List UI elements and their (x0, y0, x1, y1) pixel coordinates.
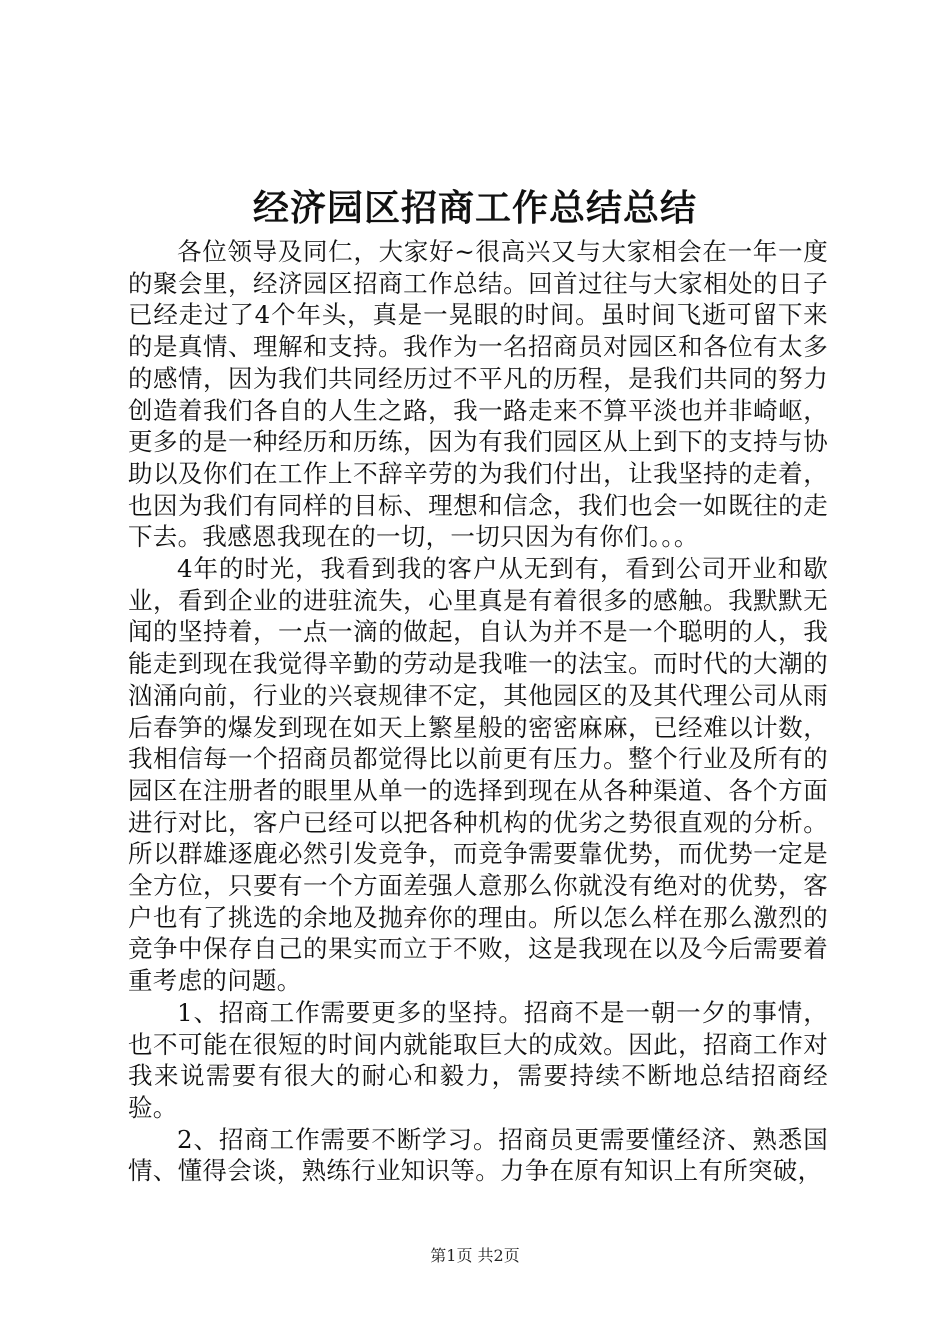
paragraph-point-2: 2、招商工作需要不断学习。招商员更需要懂经济、熟悉国情、懂得会谈，熟练行业知识等。力争在原有知识上有所突破， (128, 1124, 828, 1186)
paragraph-point-1: 1、招商工作需要更多的坚持。招商不是一朝一夕的事情，也不可能在很短的时间内就能取巨大的成效。因此，招商工作对我来说需要有很大的耐心和毅力，需要持续不断地总结招商经验。 (128, 997, 828, 1122)
paragraph-intro: 各位领导及同仁，大家好~很高兴又与大家相会在一年一度的聚会里，经济园区招商工作总结。回首过往与大家相处的日子已经走过了4个年头，真是一晃眼的时间。虽时间飞逝可留下来的是真情、理解和支持。我作为一名招商员对园区和各位有太多的感情，因为我们共同经历过不平凡的历程，是我们共同的努力创造着我们各自的人生之路，我一路走来不算平淡也并非崎岖，更多的是一种经历和历练，因为有我们园区从上到下的支持与协助以及你们在工作上不辞辛劳的为我们付出，让我坚持的走着，也因为我们有同样的目标、理想和信念，我们也会一如既往的走下去。我感恩我现在的一切，一切只因为有你们。。。 (128, 237, 828, 552)
document-title: 经济园区招商工作总结总结 (252, 187, 697, 229)
page-number-footer: 第1页 共2页 (430, 1246, 520, 1265)
document-body (128, 236, 828, 1187)
paragraph-four-years: 4年的时光，我看到我的客户从无到有，看到公司开业和歇业，看到企业的进驻流失，心里真是有着很多的感触。我默默无闻的坚持着，一点一滴的做起，自认为并不是一个聪明的人，我能走到现在我觉得辛勤的劳动是我唯一的法宝。而时代的大潮的汹涌向前，行业的兴衰规律不定，其他园区的及其代理公司从雨后春笋的爆发到现在如天上繁星般的密密麻麻，已经难以计数，我相信每一个招商员都觉得比以前更有压力。整个行业及所有的园区在注册者的眼里从单一的选择到现在从各种渠道、各个方面进行对比，客户已经可以把各种机构的优劣之势很直观的分析。所以群雄逐鹿必然引发竞争，而竞争需要靠优势，而优势一定是全方位，只要有一个方面差强人意那么你就没有绝对的优势，客户也有了挑选的余地及抛弃你的理由。所以怎么样在那么激烈的竞争中保存自己的果实而立于不败，这是我现在以及今后需要着重考虑的问题。 (128, 554, 828, 996)
